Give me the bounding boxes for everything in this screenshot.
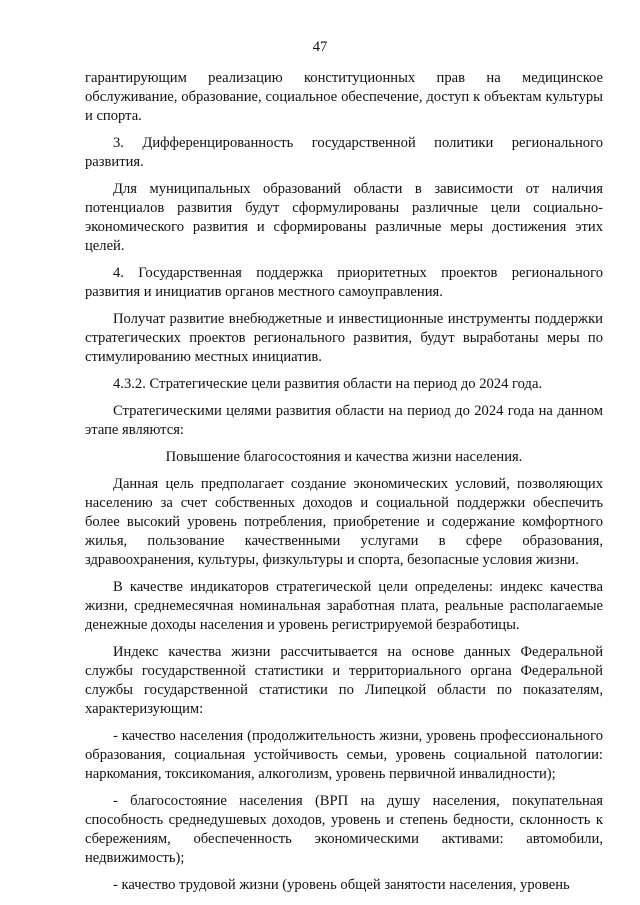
- page-body: [85, 69, 603, 903]
- paragraph: Индекс качества жизни рассчитывается на основе данных Федеральной службы государственной статистики и территориального органа Федеральной службы государственной статистики по Липецкой области по показателям, характеризующим:: [85, 644, 603, 717]
- paragraph: В качестве индикаторов стратегической цели определены: индекс качества жизни, среднемесячная номинальная заработная плата, реальные располагаемые денежные доходы населения и уровень регистрируемой безработицы.: [85, 579, 603, 633]
- paragraph: 3. Дифференцированность государственной политики регионального развития.: [85, 135, 603, 170]
- page-number: 47: [312, 39, 328, 55]
- paragraph: гарантирующим реализацию конституционных прав на медицинское обслуживание, образование, социальное обеспечение, доступ к объектам культуры и спорта.: [85, 70, 603, 124]
- list-item: - качество населения (продолжительность жизни, уровень профессионального образования, социальная устойчивость семьи, уровень социальной патологии: наркомания, токсикомания, алкоголизм, уровень первичной инвалидности);: [85, 728, 603, 782]
- paragraph: Получат развитие внебюджетные и инвестиционные инструменты поддержки стратегических проектов регионального развития, будут выработаны меры по стимулированию местных инициатив.: [85, 311, 603, 365]
- goal-statement: Повышение благосостояния и качества жизни населения.: [165, 449, 523, 465]
- paragraph: 4. Государственная поддержка приоритетных проектов регионального развития и инициатив органов местного самоуправления.: [85, 265, 603, 300]
- paragraph: Для муниципальных образований области в зависимости от наличия потенциалов развития будут сформулированы различные цели социально-экономического развития и сформированы различные меры достижения этих целей.: [85, 181, 603, 254]
- list-item: - качество трудовой жизни (уровень общей занятости населения, уровень: [113, 877, 570, 893]
- section-heading: 4.3.2. Стратегические цели развития области на период до 2024 года.: [113, 376, 543, 392]
- list-item: - благосостояние населения (ВРП на душу населения, покупательная способность среднедушевых доходов, уровень и степень бедности, склонность к сбережениям, обеспеченность экономическими активами: автомобили, недвижимость);: [85, 793, 603, 866]
- paragraph: Стратегическими целями развития области на период до 2024 года на данном этапе являются:: [85, 403, 603, 438]
- paragraph: Данная цель предполагает создание экономических условий, позволяющих населению за счет собственных доходов и социальной поддержки обеспечить более высокий уровень потребления, приобретение и содержание комфортного жилья, пользование качественными услугами в сфере образования, здравоохранения, культуры, физкультуры и спорта, безопасные условия жизни.: [85, 476, 603, 568]
